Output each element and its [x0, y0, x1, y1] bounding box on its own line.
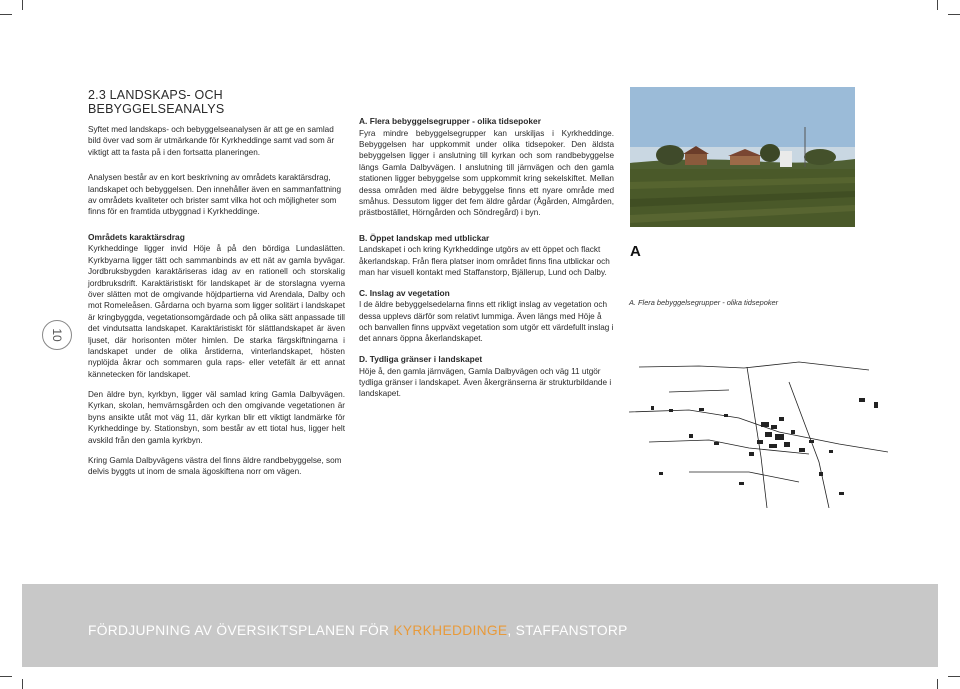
- crop-mark: [937, 0, 938, 10]
- character-heading: Områdets karaktärsdrag: [88, 231, 185, 242]
- character-paragraph: Den äldre byn, kyrkbyn, ligger väl samlad kring Gamla Dalbyvägen. Kyrkan, skolan, hemvärnsgården och den omgivande vegetationen är byns ansikte utåt mot väg 11, där kyrkan blir ett viktigt landmärke för Kyrkheddinge by. Stationsbyn, som består av ett tiotal hus, ligger helt avskild från den gamla kyrkbyn.: [88, 390, 345, 445]
- intro-paragraph: Analysen består av en kort beskrivning av områdets karaktärsdrag, landskapet och bebyggelsen. Den innehåller även en sammanfattning av områdets kvaliteter och brister samt vilka hot och möjligheter som finns för en framtida utbyggnad i Kyrkheddinge.: [88, 173, 342, 217]
- right-column: [359, 116, 614, 400]
- point-a-text: Fyra mindre bebyggelsegrupper kan urskiljas i Kyrkheddinge. Bebyggelsen har uppkommit under olika tidsepoker. Den äldsta bebyggelsen ligger i anslutning till kyrkan och som randbebyggelse längs Gamla Dalbyvägen. I anslutning till järnvägen och den gamla stationen ligger bebyggelse som uppkommit kring sekelskiftet. Mellan dessa områden med äldre bebyggelse finns ett nyare område med småhus. Dessutom ligger det fem äldre gårdar (Ågården, Almgården, prästbostället, Hörngården och Söndregård) i byn.: [359, 128, 614, 218]
- point-d-text: Höje å, den gamla järnvägen, Gamla Dalbyvägen och väg 11 utgör tydliga gränser i landskapet. Även åkergränserna är strukturbildande i landskapet.: [359, 366, 612, 399]
- landscape-photo: [630, 87, 855, 227]
- crop-mark: [0, 14, 12, 15]
- crop-mark: [948, 14, 960, 15]
- footer-title-part2: , STAFFANSTORP: [507, 623, 628, 638]
- point-c-heading: C. Inslag av vegetation: [359, 287, 450, 298]
- crop-mark: [0, 676, 12, 677]
- point-b-heading: B. Öppet landskap med utblickar: [359, 232, 490, 243]
- character-paragraph: Kyrkheddinge ligger invid Höje å på den bördiga Lundaslätten. Kyrkbyarna ligger tätt och sammanbinds av ett nät av gamla byvägar. Jordbruksbygden karaktäriseras idag av en rationell och storskalig jordbruksdrift. Karaktäristiskt för landskapet är de storslagna vyerna över slätten mot de omgivande höjdpartierna vid Arendala, Dalby och mot Romeleåsen. Gårdarna och byarna som ligger solitärt i landskapet är kringbyggda, vegetationsomgärdade och på olika sätt anpassade till det vindutsatta landskapet. Karaktäristiskt för slättlandskapet är även ljuset, där horisonten möter himlen. De starka färgskiftningarna i landskapet under de olika årstiderna, vinterlandskapet, hösten nyplöjda åkrar och sommaren gula raps- eller vetefält är ett annat kännetecken för landskapet.: [88, 244, 345, 379]
- point-d-heading: D. Tydliga gränser i landskapet: [359, 353, 483, 364]
- footer-title-highlight: KYRKHEDDINGE: [393, 623, 508, 638]
- landscape-photo-drawing: [630, 87, 855, 227]
- footer-title: [88, 623, 628, 638]
- left-column: [88, 88, 345, 478]
- point-b-text: Landskapet i och kring Kyrkheddinge utgörs av ett öppet och flackt åkerlandskap. Från flera platser inom området finns fina utblickar och man har visuell kontakt med Staffanstorp, Bjällerup, Lund och Dalby.: [359, 245, 610, 278]
- crop-mark: [948, 676, 960, 677]
- village-map: [629, 322, 888, 508]
- point-c-text: I de äldre bebyggelsedelarna finns ett rikligt inslag av vegetation och dessa upplevs därför som relativt lummiga. Även längs med Höje å och banvallen finns uppväxt vegetation som utgör ett värdefullt inslag i det annars öppna åkerlandskapet.: [359, 300, 614, 344]
- crop-mark: [937, 679, 938, 689]
- page-number: [42, 320, 72, 350]
- section-title: 2.3 LANDSKAPS- OCH BEBYGGELSEANALYS: [88, 88, 225, 116]
- map-caption: A. Flera bebyggelsegrupper - olika tidsepoker: [629, 298, 779, 307]
- map-label: A: [630, 243, 641, 260]
- crop-mark: [22, 679, 23, 689]
- footer-title-part1: FÖRDJUPNING AV ÖVERSIKTSPLANEN FÖR: [88, 623, 394, 638]
- crop-mark: [22, 0, 23, 10]
- point-a-heading: A. Flera bebyggelsegrupper - olika tidsepoker: [359, 116, 541, 126]
- bottom-paragraph: Kring Gamla Dalbyvägens västra del finns äldre randbebyggelse, som delvis byggts ut inom de smala ägoskiftena norr om vägen.: [88, 456, 342, 477]
- intro-paragraph: Syftet med landskaps- och bebyggelseanalysen är att ge en samlad bild över vad som är utmärkande för Kyrkheddinge samt vad som är viktigt att ta fasta på i den fortsatta planeringen.: [88, 125, 335, 157]
- page-number-text: 10: [50, 328, 64, 342]
